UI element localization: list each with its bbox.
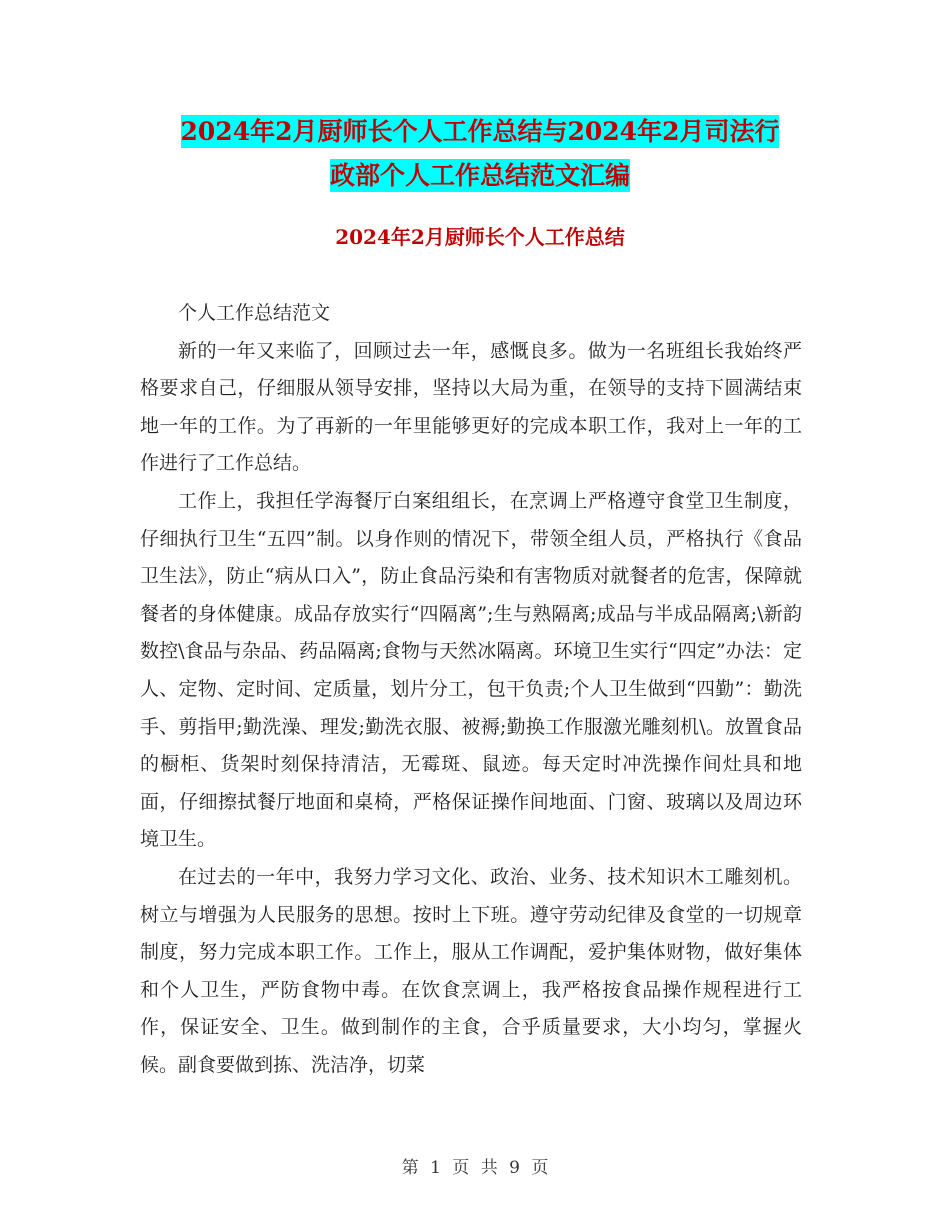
paragraph-1: 个人工作总结范文 <box>178 302 331 324</box>
document-title <box>140 110 820 198</box>
paragraph-2: 新的一年又来临了，回顾过去一年，感慨良多。做为一名班组长我始终严格要求自己，仔细服从领导安排，坚持以大局为重，在领导的支持下圆满结束地一年的工作。为了再新的一年里能够更好的完成本职工作，我对上一年的工作进行了工作总结。 <box>140 339 802 475</box>
title-line-1: 2024年2月厨师长个人工作总结与2024年2月司法行 <box>180 117 780 146</box>
page-footer: 第 1 页 共 9 页 <box>401 1158 549 1178</box>
paragraph-3: 工作上，我担任学海餐厅白案组组长，在烹调上严格遵守食堂卫生制度，仔细执行卫生“五四”制。以身作则的情况下，带领全组人员，严格执行《食品卫生法》，防止“病从口入”，防止食品污染和有害物质对就餐者的危害，保障就餐者的身体健康。成品存放实行“四隔离”;生与熟隔离;成品与半成品隔离;\新韵数控\食品与杂品、药品隔离;食物与天然冰隔离。环境卫生实行“四定”办法：定人、定物、定时间、定质量，划片分工，包干负责;个人卫生做到“四勤”：勤洗手、剪指甲;勤洗澡、理发;勤洗衣服、被褥;勤换工作服激光雕刻机\。放置食品的橱柜、货架时刻保持清洁，无霉斑、鼠迹。每天定时冲洗操作间灶具和地面，仔细擦拭餐厅地面和桌椅，严格保证操作间地面、门窗、玻璃以及周边环境卫生。 <box>140 489 802 851</box>
section-title: 2024年2月厨师长个人工作总结 <box>335 225 625 249</box>
paragraph-4: 在过去的一年中，我努力学习文化、政治、业务、技术知识木工雕刻机。树立与增强为人民服务的思想。按时上下班。遵守劳动纪律及食堂的一切规章制度，努力完成本职工作。工作上，服从工作调配，爱护集体财物，做好集体和个人卫生，严防食物中毒。在饮食烹调上，我严格按食品操作规程进行工作，保证安全、卫生。做到制作的主食，合乎质量要求，大小均匀，掌握火候。副食要做到拣、洗洁净，切菜 <box>140 865 802 1076</box>
document-body <box>140 295 802 1084</box>
title-line-2: 政部个人工作总结范文汇编 <box>329 161 630 190</box>
